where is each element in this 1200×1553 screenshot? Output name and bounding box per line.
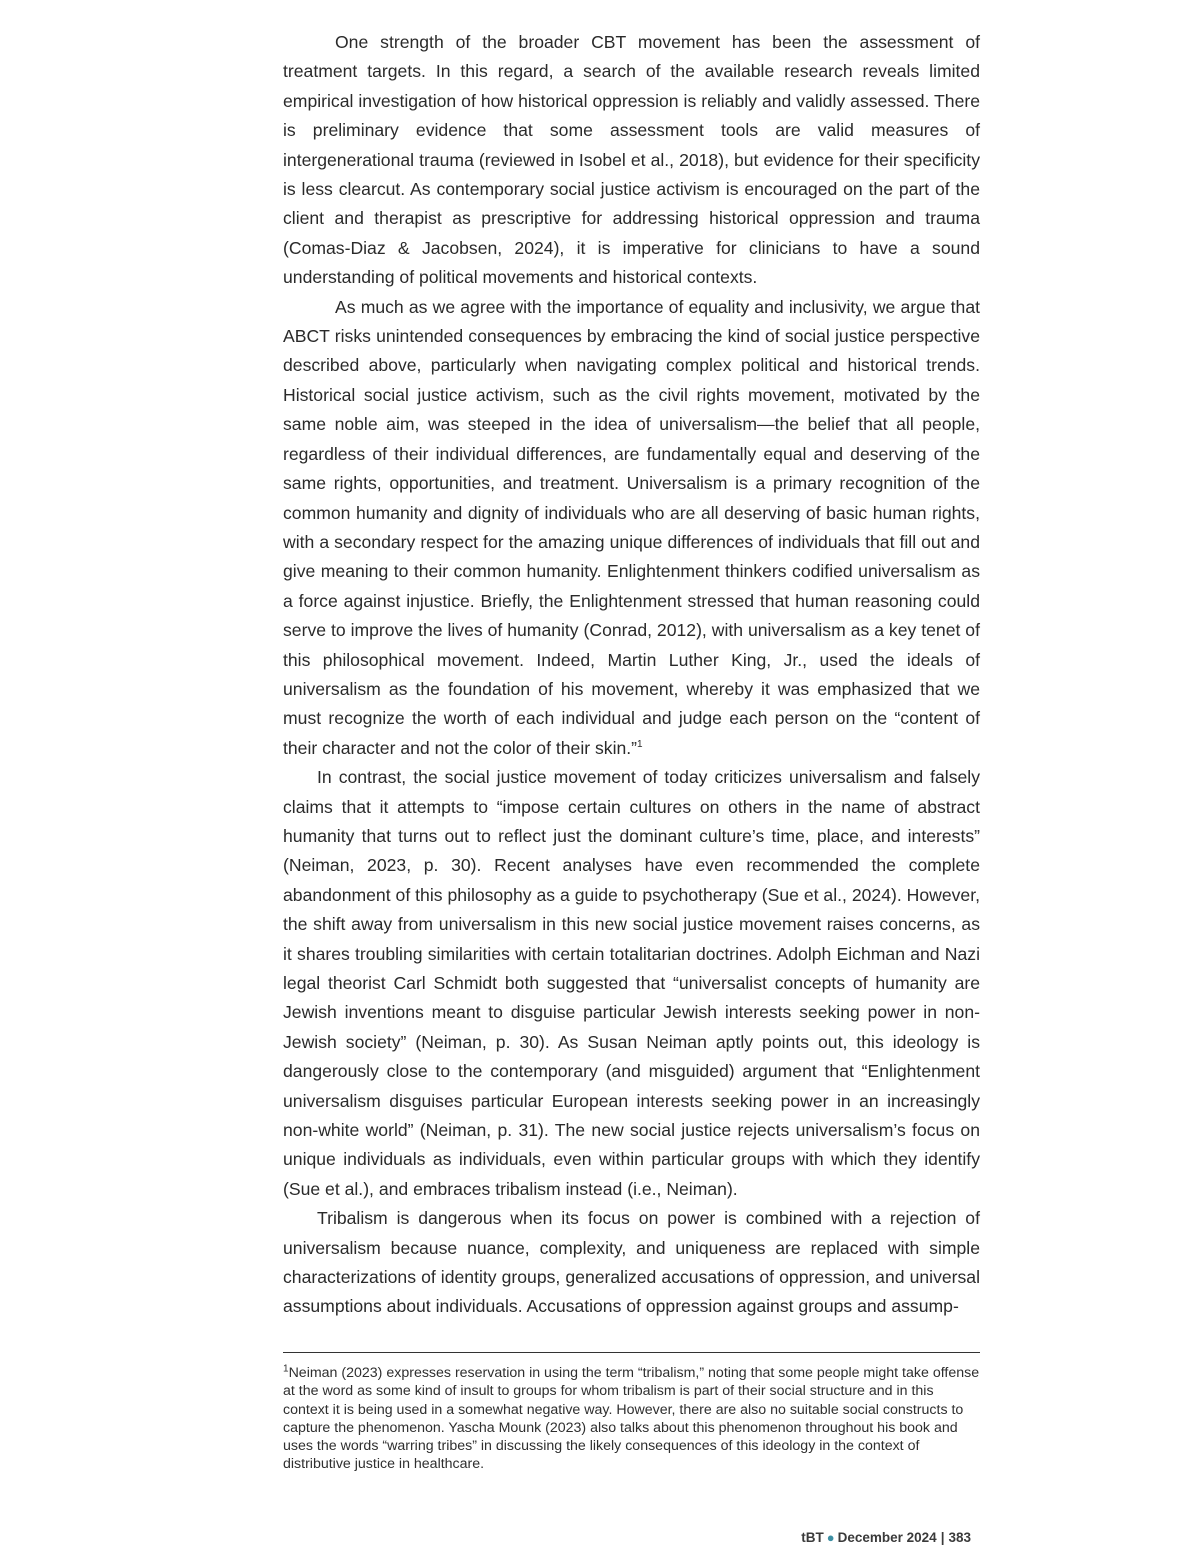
folio-divider: | [940, 1530, 945, 1545]
page-footer [801, 1530, 971, 1545]
footnote-divider [283, 1352, 980, 1353]
footnote-marker: 1 [283, 1363, 289, 1375]
paragraph-universalism-text: As much as we agree with the importance of equality and inclusivity, we argue that ABCT risks unintended consequences by embracing the kind of social justice perspective described above, particularly when navigating complex political and historical trends. Historical social justice activism, such as the civil rights movement, motivated by the same noble aim, was steeped in the idea of universalism—the belief that all people, regardless of their individual differences, are fundamentally equal and deserving of the same rights, opportunities, and treatment. Universalism is a primary recognition of the common humanity and dignity of individuals who are all deserving of basic human rights, with a secondary respect for the amazing unique differences of individuals that fill out and give meaning to their common humanity. Enlightenment thinkers codified universalism as a force against injustice. Briefly, the Enlightenment stressed that human reasoning could serve to improve the lives of humanity (Conrad, 2012), with universalism as a key tenet of this philosophical movement. Indeed, Martin Luther King, Jr., used the ideals of universalism as the foundation of his movement, whereby it was emphasized that we must recognize the worth of each individual and judge each person on the “content of their character and not the color of their skin.” [283, 296, 980, 758]
issue-date: December 2024 [837, 1530, 937, 1545]
body-column [283, 28, 980, 1322]
journal-name: tBT [801, 1530, 824, 1545]
paragraph-contrast: In contrast, the social justice movement of today criticizes universalism and falsely claims that it attempts to “impose certain cultures on others in the name of abstract humanity that turns out to reflect just the dominant culture’s time, place, and interests” (Neiman, 2023, p. 30). Recent analyses have even recommended the complete abandonment of this philosophy as a guide to psychotherapy (Sue et al., 2024). However, the shift away from universalism in this new social justice movement raises concerns, as it shares troubling similarities with certain totalitarian doctrines. Adolph Eichman and Nazi legal theorist Carl Schmidt both suggested that “universalist concepts of humanity are Jewish inventions meant to disguise particular Jewish interests seeking power in non-Jewish society” (Neiman, p. 30). As Susan Neiman aptly points out, this ideology is dangerously close to the contemporary (and misguided) argument that “Enlightenment universalism disguises particular European interests seeking power in an increasingly non-white world” (Neiman, p. 31). The new social justice rejects universalism’s focus on unique individuals as individuals, even within particular groups with which they identify (Sue et al.), and embraces tribalism instead (i.e., Neiman). [283, 767, 980, 1199]
paragraph-universalism [283, 293, 980, 764]
footnote [283, 1364, 980, 1474]
footnote-reference[interactable]: 1 [637, 738, 643, 750]
paragraph-tribalism: Tribalism is dangerous when its focus on power is combined with a rejection of universalism because nuance, complexity, and uniqueness are replaced with simple characterizations of identity groups, generalized accusations of oppression, and universal assumptions about individuals. Accusations of oppression against groups and assump- [283, 1208, 980, 1317]
page-number: 383 [948, 1530, 971, 1545]
paragraph-assessment: One strength of the broader CBT movement has been the assessment of treatment targets. In this regard, a search of the available research reveals limited empirical investigation of how historical oppression is reliably and validly assessed. There is preliminary evidence that some assessment tools are valid measures of intergenerational trauma (reviewed in Isobel et al., 2018), but evidence for their specificity is less clearcut. As contemporary social justice activism is encouraged on the part of the client and therapist as prescriptive for addressing historical oppression and trauma (Comas-Diaz & Jacobsen, 2024), it is imperative for clinicians to have a sound understanding of political movements and historical contexts. [283, 32, 980, 288]
footnote-text: Neiman (2023) expresses reservation in using the term “tribalism,” noting that some people might take offense at the word as some kind of insult to groups for whom tribalism is part of their social structure and in this context it is being used in a somewhat negative way. However, there are also no suitable social constructs to capture the phenomenon. Yascha Mounk (2023) also talks about this phenomenon throughout his book and uses the words “warring tribes” in discussing the likely consequences of this ideology in the context of distributive justice in healthcare. [283, 1365, 980, 1473]
bullet-dot-icon: ● [826, 1530, 835, 1545]
